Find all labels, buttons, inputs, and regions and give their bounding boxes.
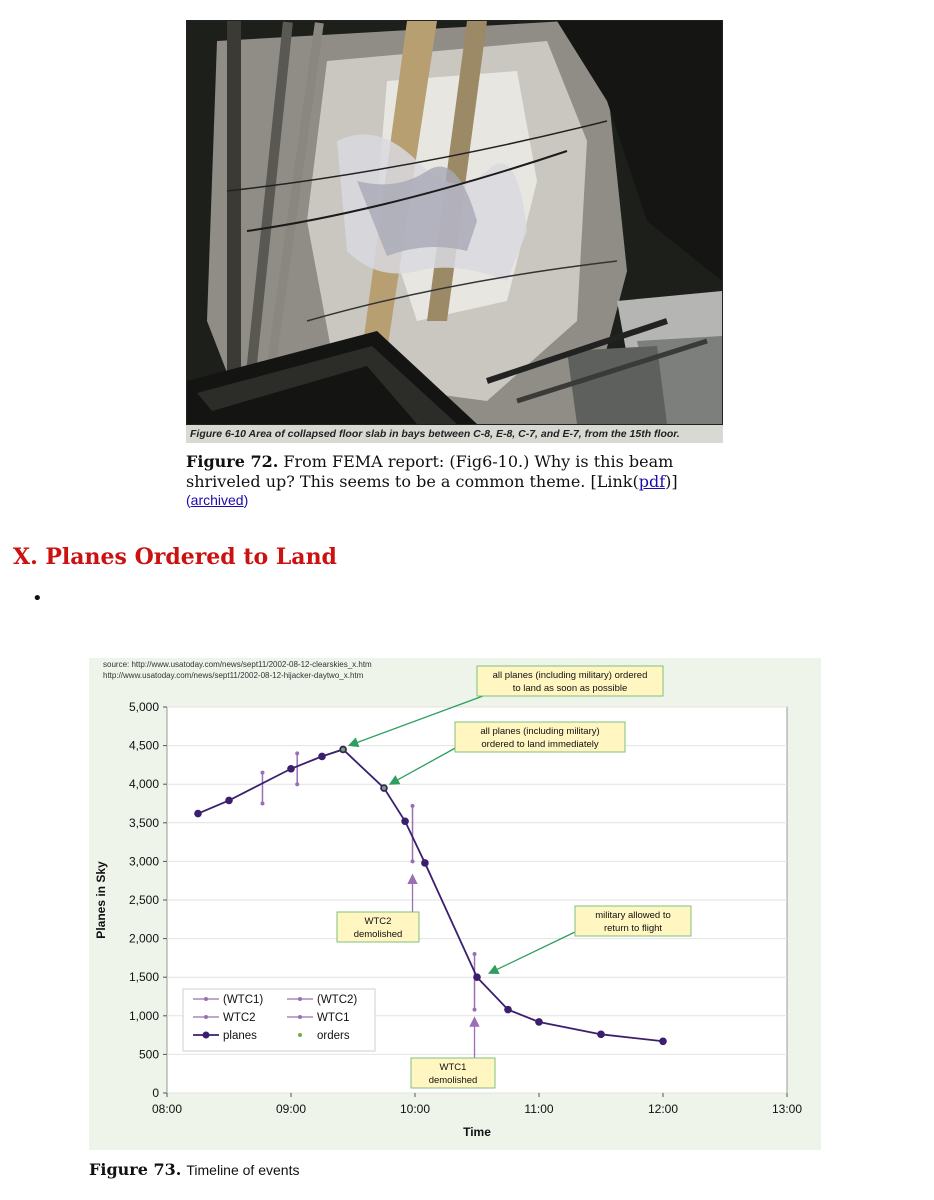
planes-point: [659, 1037, 667, 1045]
figure-73-label: Figure 73.: [89, 1160, 182, 1179]
annotation-text: all planes (including military) ordered: [492, 670, 648, 681]
y-tick-label: 0: [152, 1086, 159, 1100]
event-marker-point: [473, 952, 477, 956]
event-marker-point: [260, 802, 264, 806]
y-tick-label: 5,000: [128, 700, 159, 714]
orders-point: [382, 786, 386, 790]
annotation-text: to land as soon as possible: [512, 683, 628, 694]
annotation-text: ordered to land immediately: [481, 739, 599, 750]
figure-72-label: Figure 72.: [186, 452, 279, 471]
x-tick-label: 09:00: [275, 1102, 307, 1116]
archived-line: [186, 492, 248, 508]
annotation-text: WTC2: [364, 916, 392, 927]
legend-swatch-point: [298, 1033, 302, 1037]
event-marker-point: [295, 751, 299, 755]
planes-point: [535, 1018, 543, 1026]
legend-label: WTC2: [223, 1012, 256, 1024]
legend-swatch-point: [298, 997, 302, 1001]
archived-link[interactable]: archived: [190, 492, 244, 508]
planes-point: [504, 1006, 512, 1014]
planes-point: [473, 973, 481, 981]
source-line-2: http://www.usatoday.com/news/sept11/2002-08-12-hijacker-daytwo_x.htm: [103, 671, 364, 680]
annotation-text: all planes (including military): [480, 726, 600, 737]
y-tick-label: 3,000: [128, 854, 159, 869]
figure-73-caption: [89, 1160, 299, 1179]
collapsed-floor-illustration: [187, 21, 722, 424]
y-tick-label: 4,500: [128, 738, 159, 753]
planes-point: [318, 753, 326, 761]
planes-chart: [89, 658, 821, 1150]
annotation-text: military allowed to: [595, 910, 671, 921]
x-axis-label: Time: [463, 1125, 491, 1139]
y-tick-label: 1,000: [128, 1008, 159, 1023]
figure-72-text-end: )]: [665, 472, 678, 491]
section-heading: X. Planes Ordered to Land: [13, 544, 337, 570]
annotation-text: demolished: [428, 1075, 478, 1086]
legend-swatch-point: [298, 1015, 302, 1019]
event-marker-point: [260, 771, 264, 775]
event-marker-point: [295, 782, 299, 786]
legend-label: (WTC2): [317, 994, 358, 1006]
y-tick-label: 4,000: [128, 777, 159, 792]
x-tick-label: 10:00: [399, 1102, 431, 1116]
x-tick-label: 08:00: [151, 1102, 183, 1116]
pdf-link[interactable]: pdf: [638, 472, 666, 491]
orders-point: [341, 747, 345, 751]
legend-label: orders: [317, 1030, 350, 1042]
y-tick-label: 1,500: [128, 970, 159, 985]
event-marker-point: [411, 804, 415, 808]
y-tick-label: 2,500: [128, 893, 159, 907]
planes-point: [401, 817, 409, 825]
y-tick-label: 2,000: [128, 931, 159, 946]
figure-72-caption: [186, 452, 686, 492]
annotation-text: return to flight: [603, 923, 663, 934]
figure-73-text: Timeline of events: [186, 1162, 300, 1178]
collapsed-floor-photo: [186, 20, 723, 425]
annotation-text: WTC1: [439, 1062, 467, 1073]
list-bullet: •: [32, 588, 43, 609]
source-line-1: source: http://www.usatoday.com/news/sept11/2002-08-12-clearskies_x.htm: [103, 660, 372, 669]
planes-point: [287, 765, 295, 773]
y-axis-label: Planes in Sky: [94, 861, 108, 939]
figure-72-text: From FEMA report: (Fig6-10.) Why is this beam shriveled up? This seems to be a common theme. [Link(: [186, 452, 674, 491]
legend-swatch-point: [204, 1015, 208, 1019]
x-tick-label: 13:00: [771, 1102, 803, 1116]
x-tick-label: 12:00: [647, 1102, 679, 1116]
planes-chart-svg: [89, 658, 821, 1150]
x-tick-label: 11:00: [524, 1102, 554, 1116]
legend-label: planes: [223, 1030, 257, 1042]
annotation-text: demolished: [353, 929, 403, 940]
planes-point: [225, 797, 233, 805]
y-tick-label: 500: [138, 1047, 159, 1062]
legend-label: WTC1: [317, 1012, 350, 1024]
legend-swatch-point: [203, 1032, 210, 1039]
archived-open-paren: (: [186, 492, 191, 508]
archived-close-paren: ): [243, 492, 249, 508]
event-marker-point: [473, 1008, 477, 1012]
legend-label: (WTC1): [223, 994, 264, 1006]
photo-caption-strip: Figure 6-10 Area of collapsed floor slab in bays between C-8, E-8, C-7, and E-7, from the 15th floor.: [186, 425, 723, 443]
planes-point: [421, 859, 429, 867]
legend-swatch-point: [204, 997, 208, 1001]
planes-point: [194, 810, 202, 818]
y-tick-label: 3,500: [128, 815, 159, 830]
event-marker-point: [411, 859, 415, 863]
planes-point: [597, 1031, 605, 1039]
